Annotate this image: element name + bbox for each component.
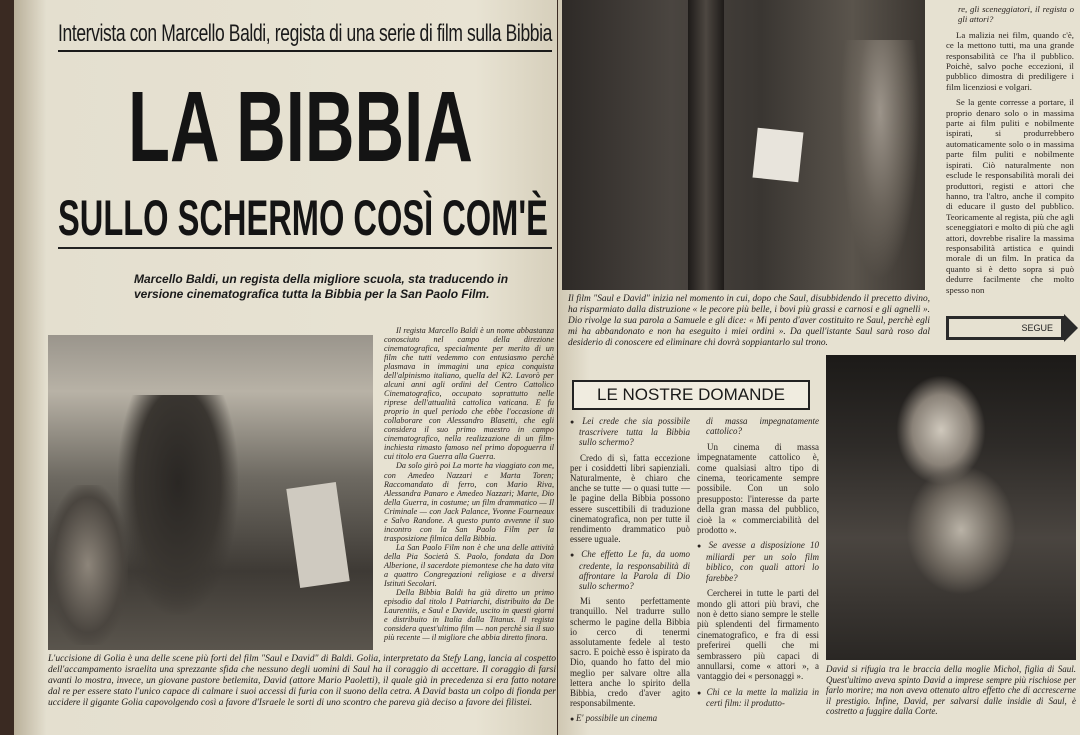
photo-caption-top: Il film "Saul e David" inizia nel momento in cui, dopo che Saul, disubbidendo il precetto divino, ha risparmiato dalla distruzione « le pecore più belle, i bovi più grassi e carnosi e gli agnelli ». Dio rivolge la sua parola a Samuele e gli dice: « Mi pento d'aver costituito re Saul, perchè egli mi ha abbandonato e non ha eseguito i miei ordini ». Da quell'istante Saul sarà roso dal desiderio di conoscere ed eliminare chi dovrà soppiantarlo sul trono.: [568, 294, 930, 348]
answer-paragraph: La malizia nei film, quando c'è, ce la mettono tutti, ma una grande responsabilità ce l'ha il pubblico. Poichè, salvo poche eccezioni, il pubblico dimostra di prediligere i film licenziosi e volgari.: [946, 29, 1074, 92]
question-paragraph: ● E' possibile un cinema: [570, 713, 690, 724]
intro-paragraph: Marcello Baldi, un regista della migliore scuola, sta traducendo in versione cinematografica tutta la Bibbia per la San Paolo Film.: [134, 272, 509, 301]
article-body: [384, 326, 554, 642]
interview-column-2: [697, 416, 819, 714]
photo-caption-right: David si rifugia tra le braccia della moglie Michol, figlia di Saul. Quest'ultimo aveva spinto David a imprese sempre più rischiose per farlo morire; ma non aveva ottenuto altro effetto che di accrescerne il prestigio. Infine, David, per salvarsi dalle insidie di Saul, è costretto a fuggire dalla Corte.: [826, 664, 1076, 717]
body-paragraph: Della Bibbia Baldi ha già diretto un primo episodio dal titolo I Patriarchi, distribuito da De Laurentiis, e Saul e Davide, uscito in questi giorni e distribuito in Italia dalla Titanus. Il regista considera quest'ultimo film — non perchè sia il suo più recente — il migliore che abbia diretto finora.: [384, 587, 554, 643]
answer-paragraph: Se la gente corresse a portare, il proprio denaro solo o in massima parte ai film puliti e nobilmente ispirati, si produrrebbero automaticamente solo o in massima parte film puliti e nobilmente ispirati. Ciò naturalmente non esclude le responsabilità morali dei produttori, registi e attori che hanno, tra l'altro, anche il compito di educare il gusto del pubblico. Teoricamente al regista, più che agli sceneggiatori e molto di più che agli attori, dovrebbe risalire la massima responsabilità artistica e quindi morale di un film. In pratica da quanto si è detto sopra si può dedurre facilmente che molto spesso non: [946, 97, 1075, 295]
answer-paragraph: Credo di sì, fatta eccezione per i cosiddetti libri sapienziali. Naturalmente, è chiaro che anche se tutte — o quasi tutte — le pagine della Bibbia possono essere suscettibili di traduzione cinematografica, non per tutte il rendimento drammatico può essere uguale.: [570, 452, 690, 545]
question-paragraph: re, gli sceneggiatori, il regista o gli attori?: [958, 4, 1074, 25]
question-paragraph: ● Lei crede che sia possibile trascrivere tutta la Bibbia sullo schermo?: [570, 416, 690, 448]
photo-saul-samuel-scene: [562, 0, 925, 290]
answer-paragraph: Mi sento perfettamente tranquillo. Nel tradurre sullo schermo le pagine della Bibbia io cerco di tenermi assolutamente fedele al testo sacro. E poichè esso è ispirato da Dio, quando ho fatto del mio meglio per salvare oltre alla lettera anche lo spirito della Bibbia, credo d'aver agito responsabilmente.: [570, 596, 690, 709]
body-paragraph: La San Paolo Film non è che una delle attività della Pia Società S. Paolo, fondata da Don Alberione, il sacerdote piemontese che ha dato vita a quattro Congregazioni religiose e a diversi Istituti Secolari.: [384, 542, 554, 588]
divider: [58, 247, 552, 249]
segue-continue-button[interactable]: SEGUE: [946, 316, 1064, 340]
question-paragraph: ● Chi ce la mette la malizia in certi film: il produtto-: [697, 687, 819, 709]
question-paragraph: di massa impegnatamente cattolico?: [706, 416, 819, 437]
photo-caption-left: L'uccisione di Golia è una delle scene più forti del film "Saul e David" di Baldi. Golia, interpretato da Stefy Lang, lancia al cospetto dell'accampamento israelita una sprezzante sfida che nessuno degli uomini di Saul ha il coraggio di accettare. Il coraggio di farsi avanti lo mostra, invece, un giovane pastore betlemita, David (attore Mario Paoletti), il quale già in precedenza si era fatto notare dal re per essere stato l'unico capace di calmare i suoi accessi di furia con il suono della cetra. A David basta un colpo di fionda per uccidere il gigante Golia capovolgendo così a favore d'Israele le sorti di uno scontro che pareva già deciso a favore dei filistei.: [48, 654, 556, 708]
photo-david-michol-scene: [826, 355, 1076, 660]
answer-paragraph: Cercherei in tutte le parti del mondo gli attori più bravi, che non è detto siano sempre le stelle più splendenti del firmamento cinematografico, e fra di essi preferirei quelli che mi sembrassero più capaci di annullarsi, come « attori », a vantaggio dei « personaggi ».: [697, 588, 819, 682]
body-paragraph: Da solo girò poi La morte ha viaggiato con me, con Amedeo Nazzari e Marta Toren; Raccomandato di ferro, con Mario Riva, Alessandra Panaro e Amedeo Nazzari; Marte, Dio della Guerra, in costume; un film drammatico — Il Criminale — con Jack Palance, Yvonne Fourneaux e Salvo Randone. A questo punto avvenne il suo incontro con la San Paolo Film per la trasposizione filmica della Bibbia.: [384, 461, 554, 543]
section-title: LE NOSTRE DOMANDE: [572, 380, 810, 410]
continue-arrow-icon: [1064, 314, 1078, 342]
headline-line2: SULLO SCHERMO COSÌ COM'È: [58, 190, 548, 246]
headline-line1: LA BIBBIA: [128, 71, 473, 183]
article-kicker: Intervista con Marcello Baldi, regista di una serie di film sulla Bibbia: [58, 20, 552, 47]
body-paragraph: Il regista Marcello Baldi è un nome abbastanza conosciuto nel campo della direzione cinematografica, specialmente per merito di un film che tutti vedemmo con entusiasmo perchè plasmava in immagini una epica conquista dell'alpinismo italiano, quella del K2. Lavorò per alcuni anni agli ordini del Centro Cattolico Cinematografico, occupato soprattutto nelle riprese dell'attualità cattolica vaticana. E fu proprio in quel periodo che ebbe l'occasione di collaborare con Alessandro Blasetti, che egli considera il suo primo maestro in campo cinematografico, nella realizzazione di un film-inchiesta rimasto famoso nel primo dopoguerra il cui titolo era Guerra alla Guerra.: [384, 326, 554, 462]
interview-column-1: [570, 416, 690, 730]
answer-paragraph: Un cinema di massa impegnatamente cattolico è, come qualsiasi altro tipo di cinema, teoricamente sempre possibile. Con un solo presupposto: l'interesse da parte della gran massa del pubblico, cioè la « commerciabilità del prodotto ».: [697, 441, 819, 536]
kicker-underline: [58, 50, 552, 52]
interview-continued-column: [946, 4, 1074, 300]
question-paragraph: ● Che effetto Le fa, da uomo credente, la responsabilità di affrontare la Parola di Dio sullo schermo?: [570, 549, 690, 591]
question-paragraph: ● Se avesse a disposizione 10 miliardi per un solo film biblico, con quali attori lo farebbe?: [697, 540, 819, 583]
photo-goliath-scene: [48, 335, 373, 650]
